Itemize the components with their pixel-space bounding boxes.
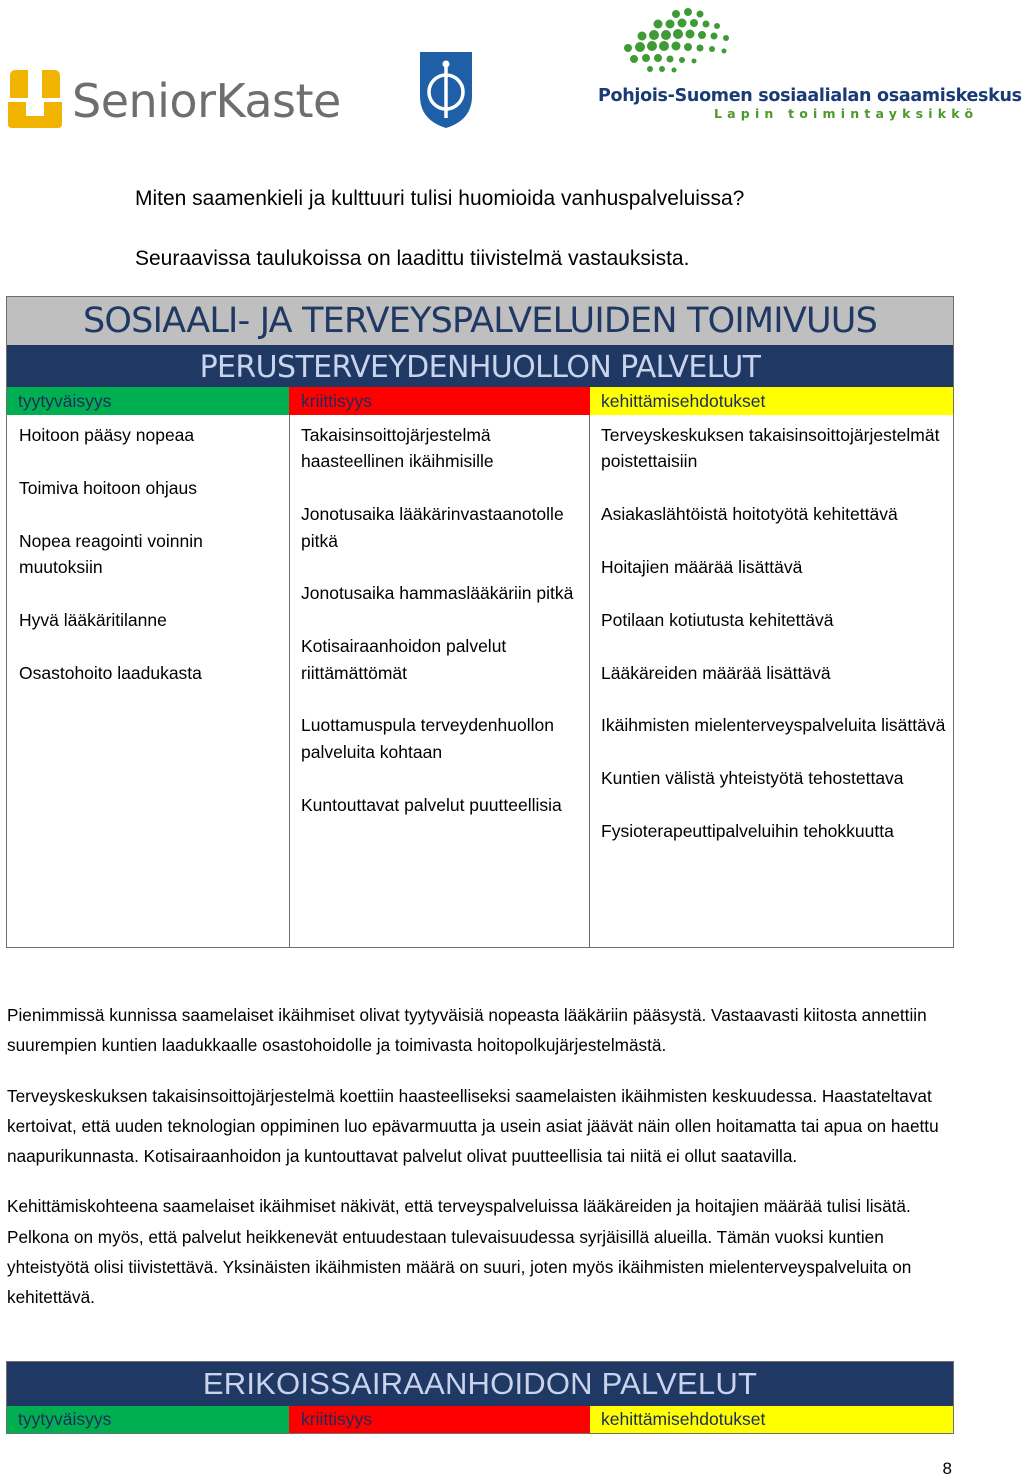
list-item: Fysioterapeuttipalveluihin tehokkuutta [601, 820, 894, 841]
page-number: 8 [942, 1459, 952, 1478]
list-item: Luottamuspula terveydenhuollon palveluita kohtaan [301, 715, 554, 762]
paragraph: Kehittämiskohteena saamelaiset ikäihmiset näkivät, että terveyspalveluissa lääkäreiden ja hoitajien määrää tulisi lisätä. Pelkona on myös, että palvelut heikkenevät entuudestaan tulevaisuudessa syrjäisillä alueilla. Tämän vuoksi kuntien yhteistyötä olisi tiivistettävä. Yksinäisten ikäihmisten määrä on suuri, joten myös ikäihmisten mielenterveyspalveluita on kehitettävä. [7, 1196, 912, 1308]
paragraph: Terveyskeskuksen takaisinsoittojärjestelmä koettiin haasteelliseksi saamelaisten ikäihmisten keskuudessa. Haastateltavat kertoivat, että uuden teknologian oppiminen luo epävarmuutta ja usein asiat jäävät näin ollen hoitamatta tai apua on haettu naapurikunnasta. Kotisairaanhoidon ja kuntouttavat palvelut olivat puutteellisia tai niitä ei ollut saatavilla. [7, 1085, 939, 1167]
list-item: Hoitoon pääsy nopeaa [19, 425, 195, 445]
list-item: Nopea reagointi voinnin muutoksiin [19, 530, 203, 577]
psso-name: Pohjois-Suomen sosiaalialan osaamiskeskus [598, 86, 1022, 106]
list-item: Takaisinsoittojärjestelmä haasteellinen ikäihmisille [301, 425, 494, 472]
header-development: kehittämisehdotukset [590, 1406, 953, 1433]
column-divider [289, 415, 290, 948]
shield-logo-icon [416, 50, 476, 130]
list-item: Potilaan kotiutusta kehitettävä [601, 609, 834, 630]
title-band [7, 1362, 953, 1406]
list-item: Kuntien välistä yhteistyötä tehostettava [601, 768, 904, 789]
section-title: SOSIAALI- JA TERVEYSPALVELUIDEN TOIMIVUUS [82, 301, 878, 341]
psso-subtitle: Lapin toimintayksikkö [714, 106, 979, 121]
dots-emblem-icon [614, 8, 764, 78]
primary-care-table [6, 296, 954, 948]
subtitle-band [7, 347, 953, 387]
list-item: Hoitajien määrää lisättävä [601, 557, 803, 577]
list-item: Jonotusaika lääkärinvastaanotolle pitkä [301, 504, 564, 551]
satisfaction-column [19, 422, 287, 712]
table-title: ERIKOISSAIRAANHOIDON PALVELUT [202, 1366, 758, 1401]
list-item: Lääkäreiden määrää lisättävä [601, 662, 831, 683]
list-item: Toimiva hoitoon ohjaus [19, 477, 198, 498]
list-item: Kuntouttavat palvelut puutteellisia [301, 794, 562, 815]
list-item: Kotisairaanhoidon palvelut riittämättömät [301, 636, 507, 683]
header-criticism: kriittisyys [289, 387, 590, 415]
list-item: Osastohoito laadukasta [19, 662, 202, 683]
column-divider [589, 415, 590, 948]
list-item: Terveyskeskuksen takaisinsoittojärjestelmät poistettaisiin [601, 425, 940, 472]
specialist-care-table [6, 1361, 954, 1434]
summary-text [7, 1000, 955, 1333]
section-title-band [7, 297, 953, 347]
header-satisfaction: tyytyväisyys [7, 387, 289, 415]
intro-question: Miten saamenkieli ja kulttuuri tulisi huomioida vanhuspalveluissa? [135, 187, 745, 210]
paragraph: Pienimmissä kunnissa saamelaiset ikäihmiset olivat tyytyväisiä nopeasta lääkäriin pääsystä. Vastaavasti kiitosta annettiin suurempien kuntien laadukkaalle osastohoidolle ja toimivasta hoitopolkujärjestelmästä. [7, 1005, 927, 1056]
seniorikaste-wordmark: SeniorKaste [72, 74, 341, 128]
header-satisfaction: tyytyväisyys [7, 1406, 289, 1433]
list-item: Asiakaslähtöistä hoitotyötä kehitettävä [601, 504, 898, 525]
list-item: Ikäihmisten mielenterveyspalveluita lisättävä [601, 715, 946, 736]
list-item: Jonotusaika hammaslääkäriin pitkä [301, 583, 574, 604]
criticism-column [301, 422, 583, 844]
psso-logo [596, 8, 1022, 126]
development-column [601, 422, 951, 871]
header-development: kehittämisehdotukset [590, 387, 953, 415]
list-item: Hyvä lääkäritilanne [19, 609, 167, 630]
seniorikaste-logo [6, 66, 346, 136]
header-criticism: kriittisyys [289, 1406, 590, 1433]
seniorikaste-mark-icon [6, 68, 64, 130]
table-subtitle: PERUSTERVEYDENHUOLLON PALVELUT [199, 350, 761, 385]
intro-summary: Seuraavissa taulukoissa on laadittu tiivistelmä vastauksista. [135, 247, 690, 270]
